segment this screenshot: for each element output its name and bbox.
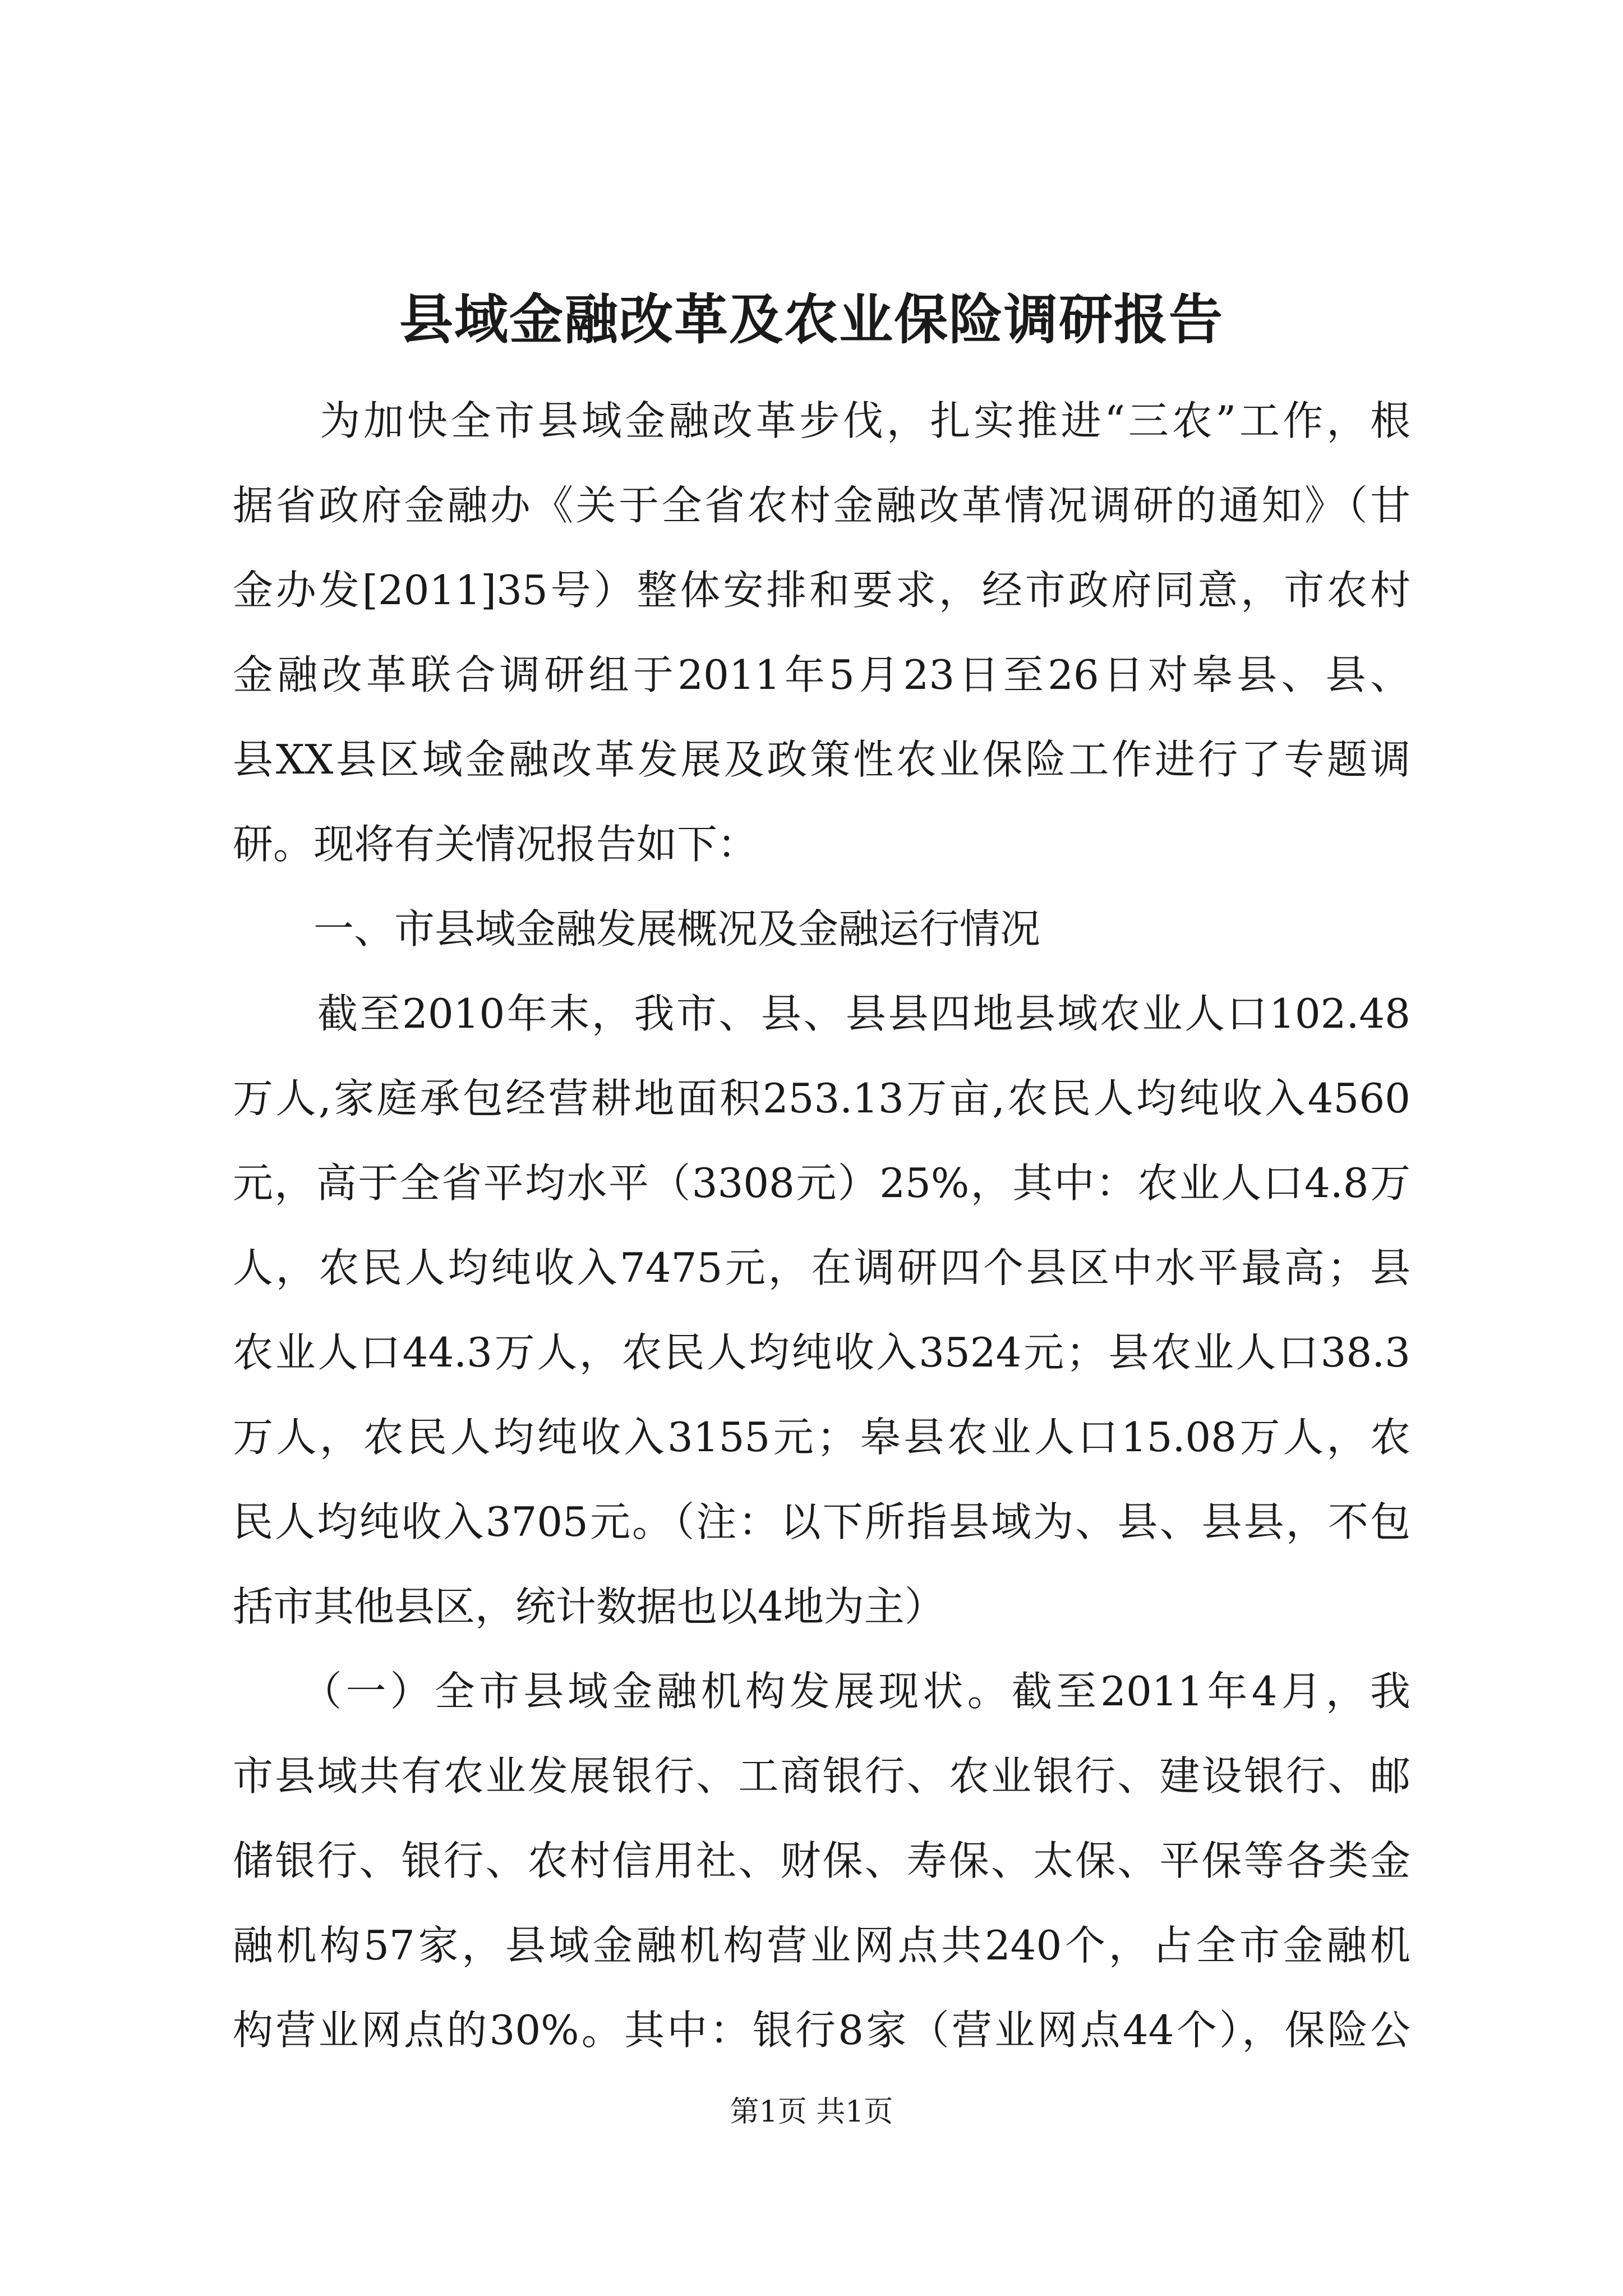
body-line: 储银行、银行、农村信用社、财保、寿保、太保、平保等各类金 — [233, 1837, 1410, 1884]
body-line: 为加快全市县域金融改革步伐，扎实推进“三农”工作，根 — [233, 397, 1410, 444]
document-title: 县域金融改革及农业保险调研报告 — [399, 288, 1224, 351]
body-line: 县XX县区域金融改革发展及政策性农业保险工作进行了专题调 — [233, 736, 1410, 783]
page-footer: 第1页 共1页 — [730, 2095, 893, 2129]
body-line: 民人均纯收入3705元。（注：以下所指县域为、县、县县，不包 — [233, 1498, 1410, 1545]
body-line: 农业人口44.3万人，农民人均纯收入3524元；县农业人口38.3 — [233, 1329, 1410, 1376]
body-line: （一）全市县域金融机构发展现状。截至2011年4月，我 — [233, 1668, 1410, 1715]
body-line: 人，农民人均纯收入7475元，在调研四个县区中水平最高；县 — [233, 1244, 1410, 1291]
body-line: 括市其他县区，统计数据也以4地为主） — [233, 1583, 945, 1630]
body-line: 据省政府金融办《关于全省农村金融改革情况调研的通知》（甘 — [233, 482, 1410, 529]
section-heading: 一、市县域金融发展概况及金融运行情况 — [233, 905, 1041, 953]
body-line: 万人，农民人均纯收入3155元；皋县农业人口15.08万人，农 — [233, 1414, 1410, 1461]
body-line: 金融改革联合调研组于2011年5月23日至26日对皋县、县、 — [233, 651, 1410, 698]
body-line: 金办发[2011]35号）整体安排和要求，经市政府同意，市农村 — [233, 567, 1410, 614]
body-line: 元，高于全省平均水平（3308元）25%，其中：农业人口4.8万 — [233, 1159, 1410, 1207]
body-line: 研。现将有关情况报告如下： — [233, 821, 758, 868]
document-body — [233, 379, 1410, 2073]
body-line: 构营业网点的30%。其中：银行8家（营业网点44个），保险公 — [233, 2007, 1410, 2054]
body-line: 截至2010年末，我市、县、县县四地县域农业人口102.48 — [233, 990, 1410, 1037]
body-line: 融机构57家，县域金融机构营业网点共240个，占全市金融机 — [233, 1922, 1410, 1969]
body-line: 市县域共有农业发展银行、工商银行、农业银行、建设银行、邮 — [233, 1752, 1410, 1800]
body-line: 万人,家庭承包经营耕地面积253.13万亩,农民人均纯收入4560 — [233, 1075, 1410, 1122]
